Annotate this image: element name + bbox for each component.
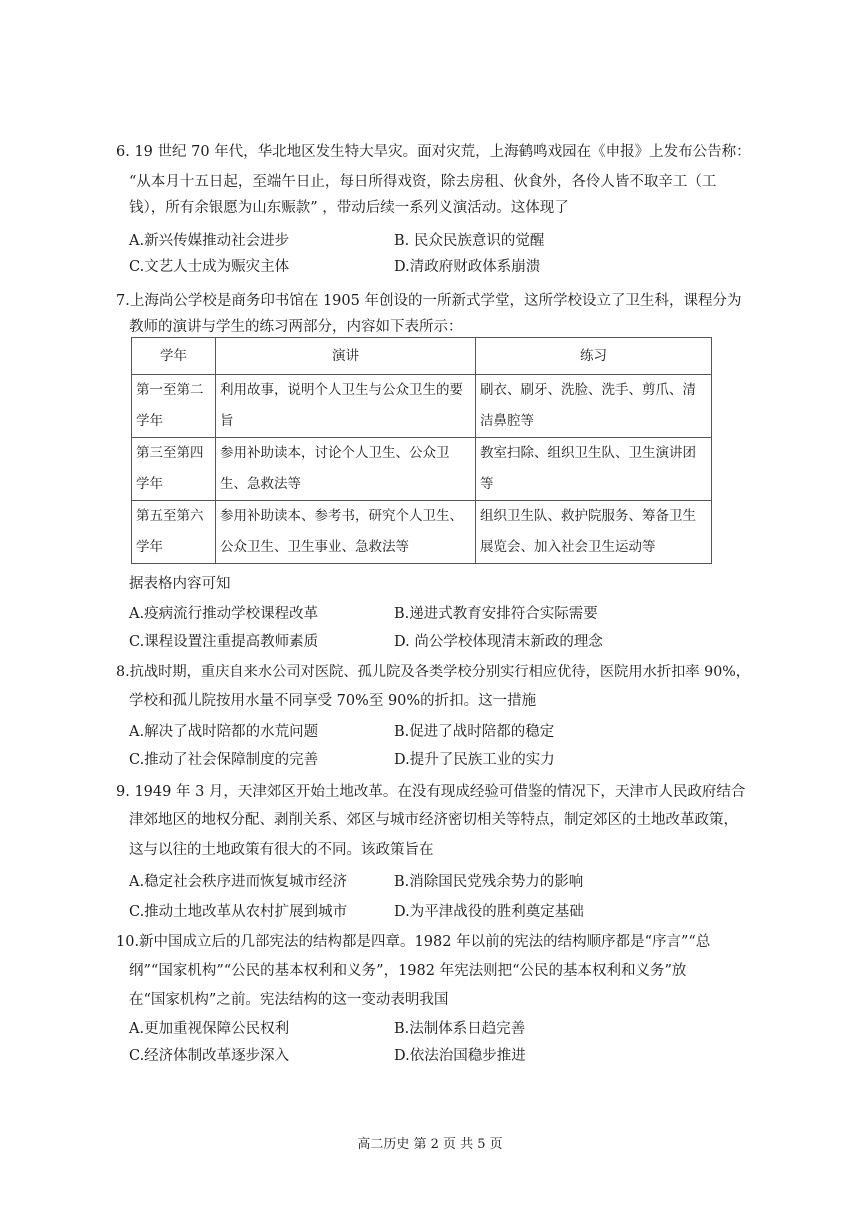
q6-stem-line-3: 钱），所有余银愿为山东赈款” ，带动后续一系列义演活动。这体现了 <box>129 200 569 216</box>
q10-option-c: C.经济体制改革逐步深入 <box>129 1048 290 1064</box>
q6-stem-line-2: “从本月十五日起，至端午日止，每日所得戏资，除去房租、伙食外，各伶人皆不取辛工（工 <box>129 174 717 190</box>
page-footer: 高二历史 第 2 页 共 5 页 <box>357 1137 503 1152</box>
table-cell: 教室扫除、组织卫生队、卫生演讲团等 <box>476 438 712 501</box>
table-header-cell: 练习 <box>476 338 712 375</box>
q10-option-b: B.法制体系日趋完善 <box>394 1021 526 1037</box>
table-row <box>132 438 712 501</box>
q7-stem-line-2: 教师的演讲与学生的练习两部分，内容如下表所示： <box>129 319 463 335</box>
q10-stem-line-1: 10.新中国成立后的几部宪法的结构都是四章。1982 年以前的宪法的结构顺序都是“序言”“总 <box>116 934 711 950</box>
q9-stem-line-3: 这与以往的土地政策有很大的不同。该政策旨在 <box>129 842 434 858</box>
table-cell: 刷衣、刷牙、洗脸、洗手、剪爪、清洁鼻腔等 <box>476 375 712 438</box>
q10-stem-line-3: 在“国家机构”之前。宪法结构的这一变动表明我国 <box>129 992 449 1008</box>
q8-option-a: A.解决了战时陪都的水荒问题 <box>129 724 319 740</box>
table-row <box>132 501 712 564</box>
q9-stem-line-2: 津郊地区的地权分配、剥削关系、郊区与城市经济密切相关等特点，制定郊区的土地改革政策， <box>129 812 738 828</box>
q8-option-d: D.提升了民族工业的实力 <box>394 752 555 768</box>
q6-stem-line-1: 6. 19 世纪 70 年代，华北地区发生特大旱灾。面对灾荒，上海鹤鸣戏园在《申报》上发布公告称： <box>116 144 751 160</box>
table-header-row <box>132 338 712 375</box>
q7-stem-line-1: 7.上海尚公学校是商务印书馆在 1905 年创设的一所新式学堂，这所学校设立了卫生科，课程分为 <box>116 293 742 309</box>
table-cell: 第五至第六学年 <box>132 501 216 564</box>
q10-option-d: D.依法治国稳步推进 <box>394 1048 526 1064</box>
q9-option-b: B.消除国民党残余势力的影响 <box>394 874 584 890</box>
q7-option-b: B.递进式教育安排符合实际需要 <box>394 606 598 622</box>
q9-option-d: D.为平津战役的胜利奠定基础 <box>394 904 584 920</box>
table-cell: 组织卫生队、救护院服务、筹备卫生展览会、加入社会卫生运动等 <box>476 501 712 564</box>
q7-option-d: D. 尚公学校体现清末新政的理念 <box>394 634 603 650</box>
table-cell: 参用补助读本，讨论个人卫生、公众卫生、急救法等 <box>216 438 476 501</box>
q10-stem-line-2: 纲”“国家机构”“公民的基本权利和义务”，1982 年宪法则把“公民的基本权利和义务”放 <box>129 963 687 979</box>
q10-option-a: A.更加重视保障公民权利 <box>129 1021 290 1037</box>
q9-option-c: C.推动土地改革从农村扩展到城市 <box>129 904 348 920</box>
table-cell: 第三至第四学年 <box>132 438 216 501</box>
table-header-cell: 演讲 <box>216 338 476 375</box>
table-cell: 参用补助读本、参考书，研究个人卫生、公众卫生、卫生事业、急救法等 <box>216 501 476 564</box>
table-row <box>132 375 712 438</box>
q8-stem-line-1: 8.抗战时期，重庆自来水公司对医院、孤儿院及各类学校分别实行相应优待，医院用水折扣率 90%， <box>116 664 751 680</box>
q7-after-table: 据表格内容可知 <box>129 576 231 592</box>
table-cell: 第一至第二学年 <box>132 375 216 438</box>
q6-option-a: A.新兴传媒推动社会进步 <box>129 233 290 249</box>
q6-option-c: C.文艺人士成为赈灾主体 <box>129 259 290 275</box>
table-cell: 利用故事，说明个人卫生与公众卫生的要旨 <box>216 375 476 438</box>
q9-option-a: A.稳定社会秩序进而恢复城市经济 <box>129 874 348 890</box>
q8-option-b: B.促进了战时陪都的稳定 <box>394 724 555 740</box>
q9-stem-line-1: 9. 1949 年 3 月，天津郊区开始土地改革。在没有现成经验可借鉴的情况下，天津市人民政府结合 <box>116 784 746 800</box>
table-header-cell: 学年 <box>132 338 216 375</box>
q6-option-b: B. 民众民族意识的觉醒 <box>394 233 545 249</box>
q6-option-d: D.清政府财政体系崩溃 <box>394 259 541 275</box>
q7-option-a: A.疫病流行推动学校课程改革 <box>129 606 319 622</box>
q8-option-c: C.推动了社会保障制度的完善 <box>129 752 319 768</box>
curriculum-table <box>131 337 712 564</box>
q8-stem-line-2: 学校和孤儿院按用水量不同享受 70%至 90%的折扣。这一措施 <box>129 693 537 709</box>
q7-option-c: C.课程设置注重提高教师素质 <box>129 634 319 650</box>
